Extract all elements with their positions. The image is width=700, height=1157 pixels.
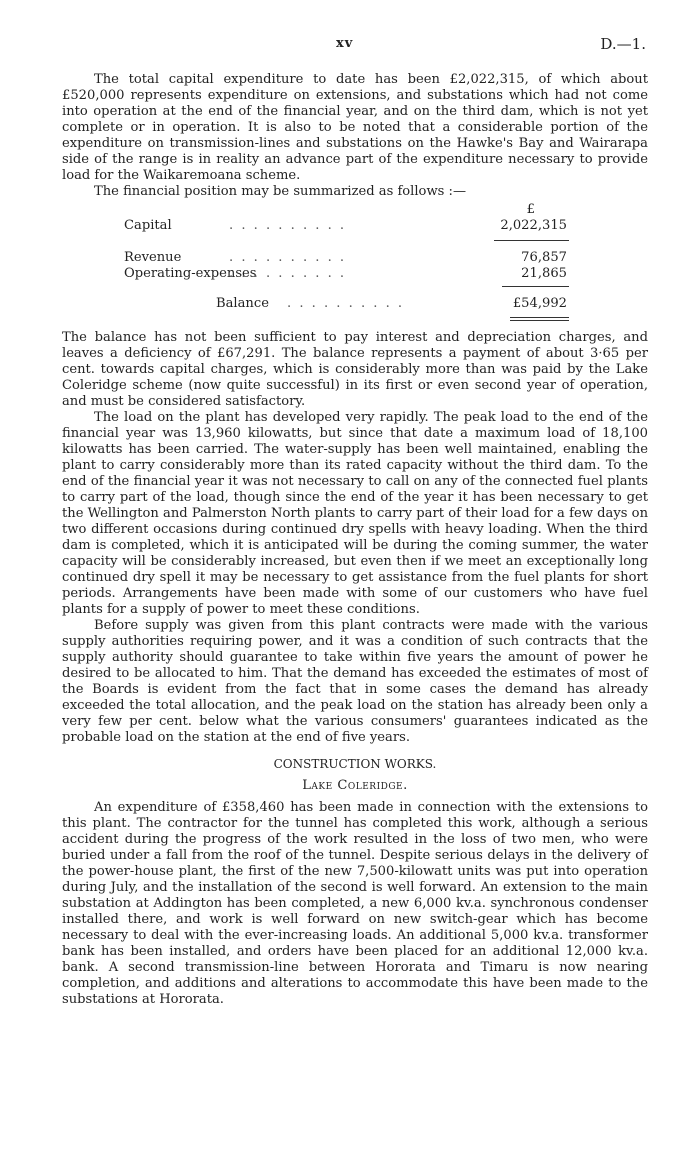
capital-value: 2,022,315	[500, 218, 567, 233]
revenue-value: 76,857	[521, 250, 567, 265]
row-operating-expenses	[124, 266, 567, 282]
leader-dots: . . . . . . . . . .	[229, 250, 347, 265]
financial-summary-table	[62, 200, 648, 330]
operating-expenses-label: Operating-expenses	[124, 266, 257, 281]
balance-value: £54,992	[512, 296, 567, 311]
paragraph-supply-contracts: Before supply was given from this plant contracts were made with the various supply authorities requiring power, and it was a condition of such contracts that the supply authority should guarantee to take within five years the amount of power he desired to be allocated to him. That the demand has exceeded the estimates of most of the Boards is evident from the fact that in some cases the demand has already exceeded the total allocation, and the peak load on the station has already been only a very few per cent. below what the various consumers' guarantees indicated as the probable load on the station at the end of five years.	[62, 618, 648, 745]
currency-symbol: £	[526, 202, 535, 217]
double-rule-balance	[510, 317, 569, 318]
row-capital	[124, 218, 567, 234]
leader-dots: . . . . . . . . . .	[229, 266, 347, 281]
rule-after-capital	[494, 240, 569, 241]
subsection-heading-lake-coleridge: Lake Coleridge.	[302, 778, 408, 793]
document-body	[62, 72, 648, 1008]
row-revenue	[124, 250, 567, 266]
paragraph-capital-expenditure: The total capital expenditure to date has been £2,022,315, of which about £520,000 represents expenditure on extensions, and substations which had not come into operation at the end of the financial year, and on the third dam, which is not yet complete or in operation. It is also to be noted that a considerable portion of the expenditure on transmission-lines and substations on the Hawke's Bay and Wairarapa side of the range is in reality an advance part of the expenditure necessary to provide load for the Waikaremoana scheme.	[62, 72, 648, 183]
operating-expenses-value: 21,865	[521, 266, 567, 281]
double-rule-balance	[510, 320, 569, 321]
row-balance	[124, 296, 567, 312]
leader-dots: . . . . . . . . . .	[287, 296, 405, 311]
rule-after-expenses	[502, 286, 569, 287]
revenue-label: Revenue	[124, 250, 182, 265]
paragraph-financial-intro: The financial position may be summarized as follows :—	[94, 184, 467, 199]
paragraph-plant-load: The load on the plant has developed very rapidly. The peak load to the end of the financial year was 13,960 kilowatts, but since that date a maximum load of 18,100 kilowatts has been carried. The water-supply has been well maintained, enabling the plant to carry considerably more than its rated capacity without the third dam. To the end of the financial year it was not necessary to call on any of the connected fuel plants to carry part of the load, though since the end of the year it has been necessary to get the Wellington and Palmerston North plants to carry part of their load for a few days on two different occasions during continued dry spells with heavy loading. When the third dam is completed, which it is anticipated will be during the coming summer, the water capacity will be considerably increased, but even then if we meet an exceptionally long continued dry spell it may be necessary to get assistance from the fuel plants for short periods. Arrangements have been made with some of our customers who have fuel plants for a supply of power to meet these conditions.	[62, 410, 648, 617]
capital-label: Capital	[124, 218, 172, 233]
page-number: xv	[336, 36, 354, 51]
balance-label: Balance	[216, 296, 269, 311]
paragraph-balance-deficiency: The balance has not been sufficient to pay interest and depreciation charges, and leaves a deficiency of £67,291. The balance represents a payment of about 3·65 per cent. towards capital charges, which is considerably more than was paid by the Lake Coleridge scheme (now quite successful) in its first or even second year of operation, and must be considered satisfactory.	[62, 330, 648, 409]
paragraph-lake-coleridge-extensions: An expenditure of £358,460 has been made in connection with the extensions to this plant. The contractor for the tunnel has completed this work, although a serious accident during the progress of the work resulted in the loss of two men, who were buried under a fall from the roof of the tunnel. Despite serious delays in the delivery of the power-house plant, the first of the new 7,500-kilowatt units was put into operation during July, and the installation of the second is well forward. An extension to the main substation at Addington has been completed, a new 6,000 kv.a. synchronous condenser installed there, and work is well forward on new switch-gear which has become necessary to deal with the ever-increasing loads. An additional 5,000 kv.a. transformer bank has been installed, and orders have been placed for an additional 12,000 kv.a. bank. A second transmission-line between Hororata and Timaru is now nearing completion, and additions and alterations to accommodate this have been made to the substations at Hororata.	[62, 800, 648, 1007]
section-heading-construction-works: CONSTRUCTION WORKS.	[273, 757, 437, 771]
document-reference: D.—1.	[600, 35, 646, 53]
leader-dots: . . . . . . . . . .	[229, 218, 347, 233]
